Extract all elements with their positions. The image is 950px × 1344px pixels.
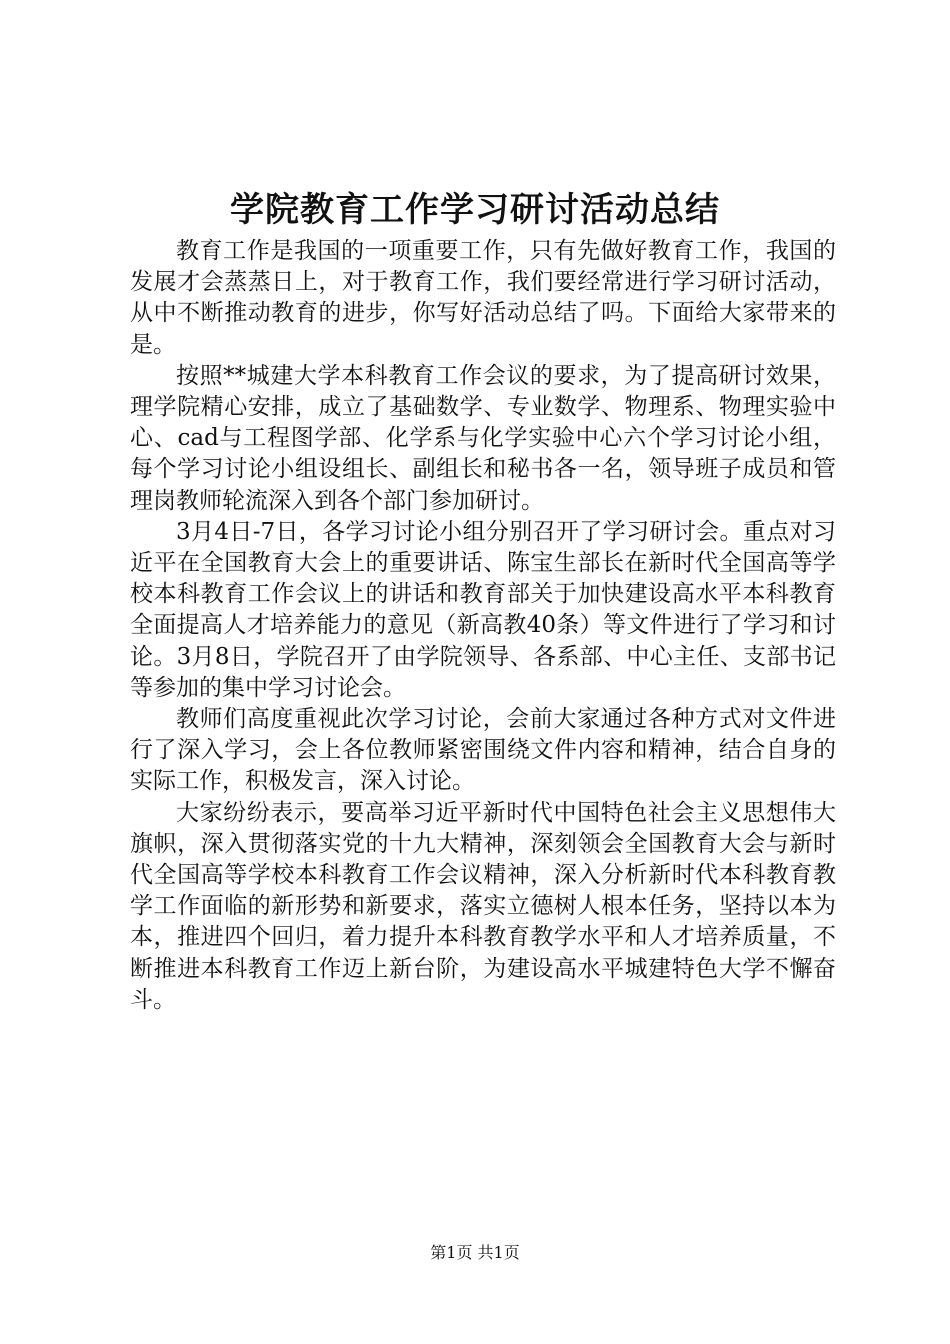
- page-number-footer: 第1页 共1页: [430, 1243, 520, 1262]
- document-body: [130, 236, 836, 1016]
- paragraph-seminars: 3月4日-7日，各学习讨论小组分别召开了学习研讨会。重点对习近平在全国教育大会上的重要讲话、陈宝生部长在新时代全国高等学校本科教育工作会议上的讲话和教育部关于加快建设高水平本科教育全面提高人才培养能力的意见（新高教40条）等文件进行了学习和讨论。3月8日，学院召开了由学院领导、各系部、中心主任、支部书记等参加的集中学习讨论会。: [130, 518, 836, 701]
- paragraph-arrangement: 按照**城建大学本科教育工作会议的要求，为了提高研讨效果，理学院精心安排，成立了基础数学、专业数学、物理系、物理实验中心、cad与工程图学部、化学系与化学实验中心六个学习讨论小组，每个学习讨论小组设组长、副组长和秘书各一名，领导班子成员和管理岗教师轮流深入到各个部门参加研讨。: [130, 362, 836, 514]
- paragraph-conclusion: 大家纷纷表示，要高举习近平新时代中国特色社会主义思想伟大旗帜，深入贯彻落实党的十九大精神，深刻领会全国教育大会与新时代全国高等学校本科教育工作会议精神，深入分析新时代本科教育教学工作面临的新形势和新要求，落实立德树人根本任务，坚持以本为本，推进四个回归，着力提升本科教育教学水平和人才培养质量，不断推进本科教育工作迈上新台阶，为建设高水平城建特色大学不懈奋斗。: [130, 799, 836, 1013]
- document-title: 学院教育工作学习研讨活动总结: [230, 190, 720, 230]
- paragraph-teachers: 教师们高度重视此次学习讨论，会前大家通过各种方式对文件进行了深入学习，会上各位教师紧密围绕文件内容和精神，结合自身的实际工作，积极发言，深入讨论。: [130, 706, 836, 795]
- paragraph-intro: 教育工作是我国的一项重要工作，只有先做好教育工作，我国的发展才会蒸蒸日上，对于教育工作，我们要经常进行学习研讨活动，从中不断推动教育的进步，你写好活动总结了吗。下面给大家带来的是。: [130, 238, 836, 358]
